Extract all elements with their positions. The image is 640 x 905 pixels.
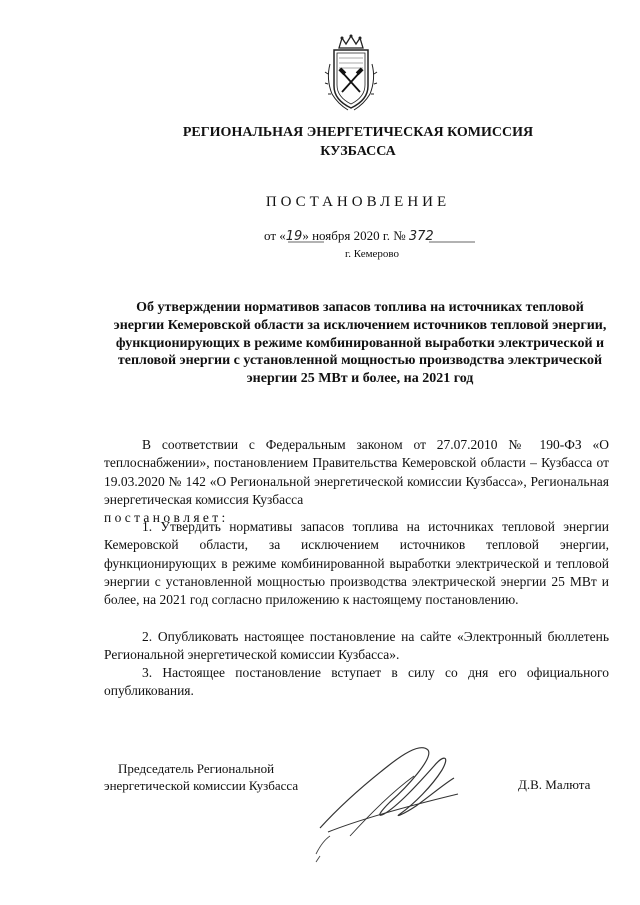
coat-of-arms-emblem	[322, 34, 380, 112]
date-middle: » ноября 2020 г. №	[302, 228, 406, 243]
document-type-title: ПОСТАНОВЛЕНИЕ	[265, 194, 451, 210]
intro-text: В соответствии с Федеральным законом от 27.07.2010 № 190-ФЗ «О теплоснабжении», постановлением Правительства Кемеровской области – Кузбасса от 19.03.2020 № 142 «О Региональной энергетической комиссии Кузбасса», Региональная энергетическая комиссия Кузбасса	[104, 437, 609, 507]
item-2-paragraph: 2. Опубликовать настоящее постановление на сайте «Электронный бюллетень Региональной энергетической комиссии Кузбасса».	[104, 629, 609, 663]
document-number: 372	[408, 229, 434, 244]
signatory-title-line2: энергетической комиссии Кузбасса	[104, 778, 299, 793]
resolves-text: п о с т а н о в л я е т :	[104, 510, 226, 526]
day-underline	[288, 241, 324, 244]
document-date-line	[264, 228, 434, 244]
document-subject: Об утверждении нормативов запасов топлива на источниках тепловой энергии Кемеровской области за исключением источников тепловой энергии, функционирующих в режиме комбинированной выработки электрической и тепловой энергии с установленной мощностью производства электрической энергии 25 МВт и более, на 2021 год	[113, 300, 607, 387]
number-underline	[429, 241, 475, 244]
handwritten-signature	[310, 736, 470, 866]
organization-name-line1: РЕГИОНАЛЬНАЯ ЭНЕРГЕТИЧЕСКАЯ КОМИССИЯ	[182, 125, 534, 140]
signatory-title	[104, 760, 298, 794]
item-1-paragraph: 1. Утвердить нормативы запасов топлива на источниках тепловой энергии Кемеровской области, за исключением источников тепловой энергии, функционирующих в режиме комбинированной выработки электрической и тепловой энергии с установленной мощностью производства электрической энергии 25 МВт и более, на 2021 год согласно приложению к настоящему постановлению.	[104, 519, 609, 608]
signatory-name: Д.В. Малюта	[518, 777, 591, 792]
body-intro-paragraph	[104, 436, 609, 527]
date-prefix: от «	[264, 228, 286, 243]
organization-name-line2: КУЗБАССА	[320, 144, 396, 159]
signatory-title-line1: Председатель Региональной	[118, 761, 275, 776]
date-day: 19	[285, 229, 303, 244]
item-3-paragraph: 3. Настоящее постановление вступает в силу со дня его официального опубликования.	[104, 665, 609, 699]
document-city: г. Кемерово	[345, 248, 400, 260]
